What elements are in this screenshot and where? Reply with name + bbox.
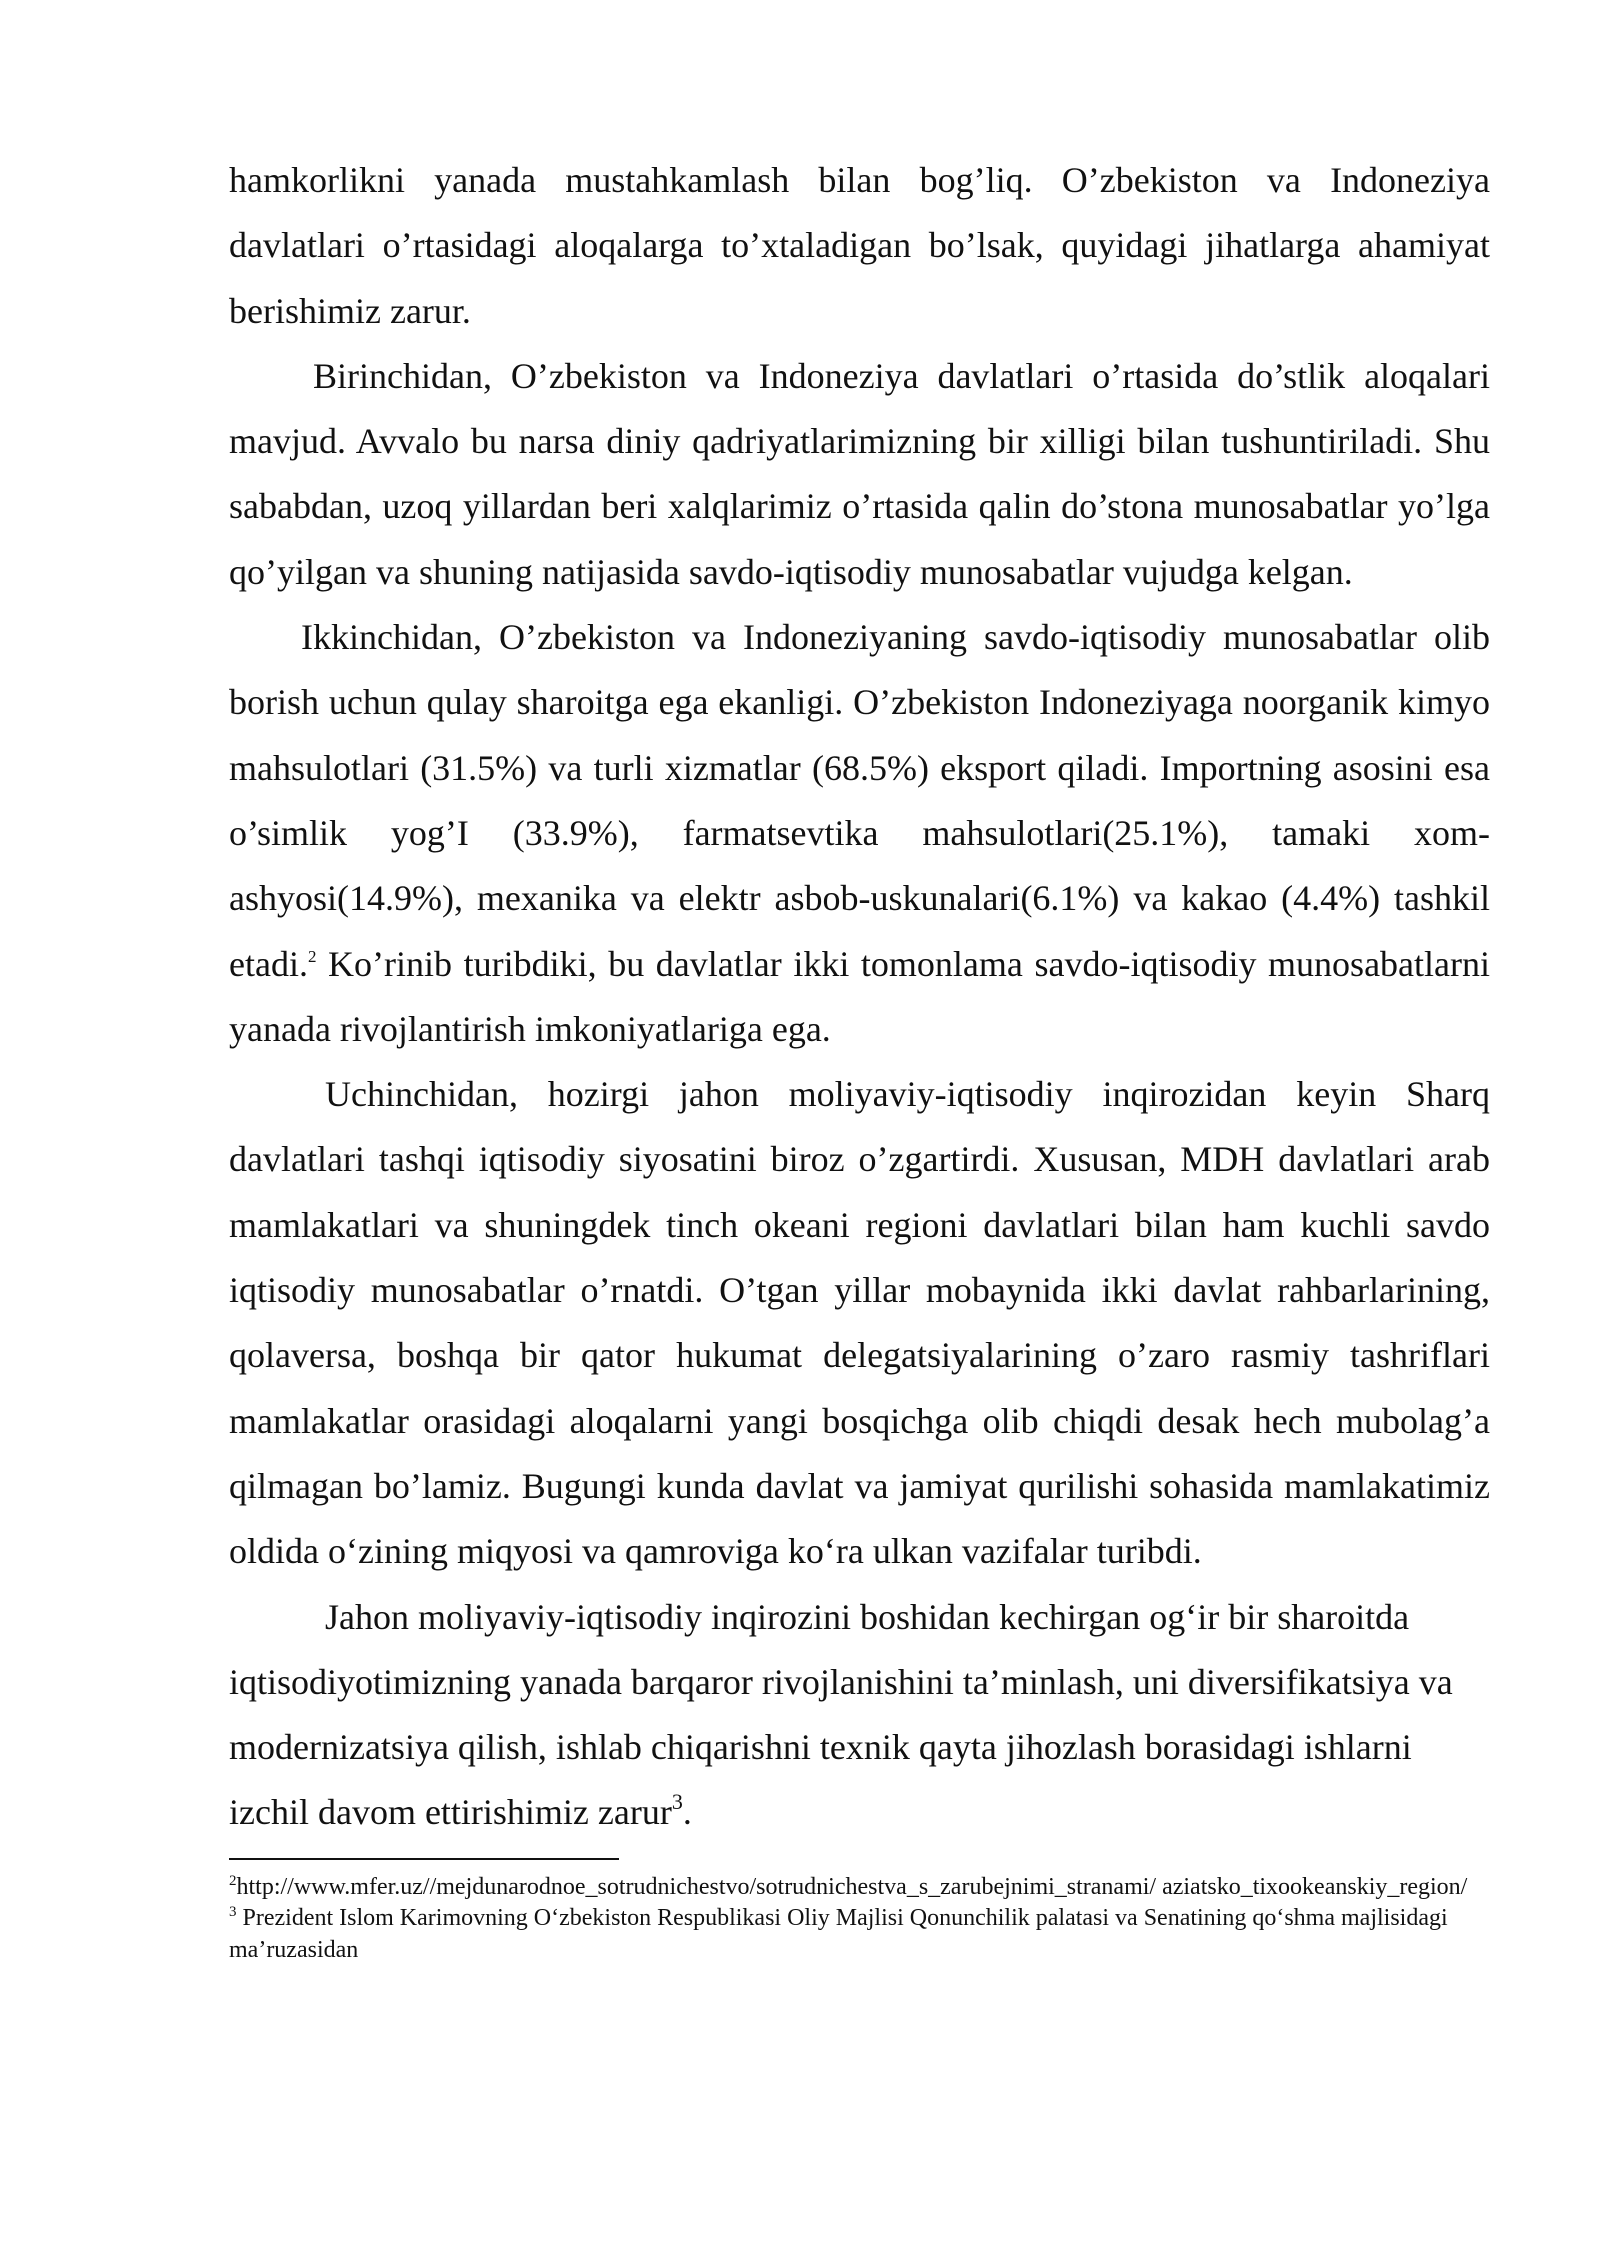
footnote-ref-2[interactable]: 2	[307, 946, 317, 966]
paragraph-5	[229, 1585, 1490, 1846]
paragraph-4: Uchinchidan, hozirgi jahon moliyaviy-iqtisodiy inqirozidan keyin Sharq davlatlari tashqi iqtisodiy siyosatini biroz o’zgartirdi. Xususan, MDH davlatlari arab mamlakatlari va shuningdek tinch okeani regioni davlatlari bilan ham kuchli savdo iqtisodiy munosabatlar o’rnatdi. O’tgan yillar mobaynida ikki davlat rahbarlarining, qolaversa, boshqa bir qator hukumat delegatsiyalarining o’zaro rasmiy tashriflari mamlakatlar orasidagi aloqalarni yangi bosqichga olib chiqdi desak hech mubolag’a qilmagan bo’lamiz. Bugungi kunda davlat va jamiyat qurilishi sohasida mamlakatimiz oldida o‘zining miqyosi va qamroviga ko‘ra ulkan vazifalar turibdi.	[229, 1074, 1490, 1572]
paragraph-3	[229, 605, 1490, 1062]
footnote-separator	[229, 1858, 619, 1860]
footnote-3-text: Prezident Islom Karimovning O‘zbekiston Respublikasi Oliy Majlisi Qonunchilik palatasi va Senatining qo‘shma majlisidagi ma’ruzasidan	[229, 1905, 1448, 1963]
footnote-2-mark: 2	[229, 1872, 237, 1889]
paragraph-5-text: Jahon moliyaviy-iqtisodiy inqirozini boshidan kechirgan og‘ir bir sharoitda iqtisodiyotimizning yanada barqaror rivojlanishini ta’minlash, uni diversifikatsiya va modernizatsiya qilish, ishlab chiqarishni texnik qayta jihozlash borasidagi ishlarni izchil davom ettirishimiz zarur	[229, 1596, 1453, 1833]
paragraph-1: hamkorlikni yanada mustahkamlash bilan bog’liq. O’zbekiston va Indoneziya davlatlari o’rtasidagi aloqalarga to’xtaladigan bo’lsak, quyidagi jihatlarga ahamiyat berishimiz zarur.	[229, 160, 1490, 331]
paragraph-3-text-2: Ko’rinib turibdiki, bu davlatlar ikki tomonlama savdo-iqtisodiy munosabatlarni yanada rivojlantirish imkoniyatlariga ega.	[229, 943, 1490, 1049]
footnote-2	[229, 1872, 1490, 1904]
paragraph-3-text-1: Ikkinchidan, O’zbekiston va Indoneziyaning savdo-iqtisodiy munosabatlar olib borish uchun qulay sharoitga ega ekanligi. O’zbekiston Indoneziyaga noorganik kimyo mahsulotlari (31.5%) va turli xizmatlar (68.5%) eksport qiladi. Importning asosini esa o’simlik yog’I (33.9%), farmatsevtika mahsulotlari(25.1%), tamaki xom-ashyosi(14.9%), mexanika va elektr asbob-uskunalari(6.1%) va kakao (4.4%) tashkil etadi.	[229, 617, 1490, 984]
paragraph-2: Birinchidan, O’zbekiston va Indoneziya davlatlari o’rtasida do’stlik aloqalari mavjud. Avvalo bu narsa diniy qadriyatlarimizning bir xilligi bilan tushuntiriladi. Shu sababdan, uzoq yillardan beri xalqlarimiz o’rtasida qalin do’stona munosabatlar yo’lga qo’yilgan va shuning natijasida savdo-iqtisodiy munosabatlar vujudga kelgan.	[229, 355, 1490, 592]
footnote-2-url[interactable]: http://www.mfer.uz//mejdunarodnoe_sotrudnichestvo/sotrudnichestva_s_zarubejnimi_stranami/ aziatsko_tixookeanskiy_region/	[236, 1873, 1468, 1900]
body-text	[229, 148, 1490, 1846]
footnotes	[229, 1872, 1490, 1967]
paragraph-5-end: .	[682, 1792, 692, 1833]
document-page	[229, 148, 1490, 1966]
footnote-3-mark: 3	[229, 1904, 237, 1921]
footnote-ref-3[interactable]: 3	[671, 1789, 683, 1815]
footnote-3	[229, 1903, 1490, 1966]
